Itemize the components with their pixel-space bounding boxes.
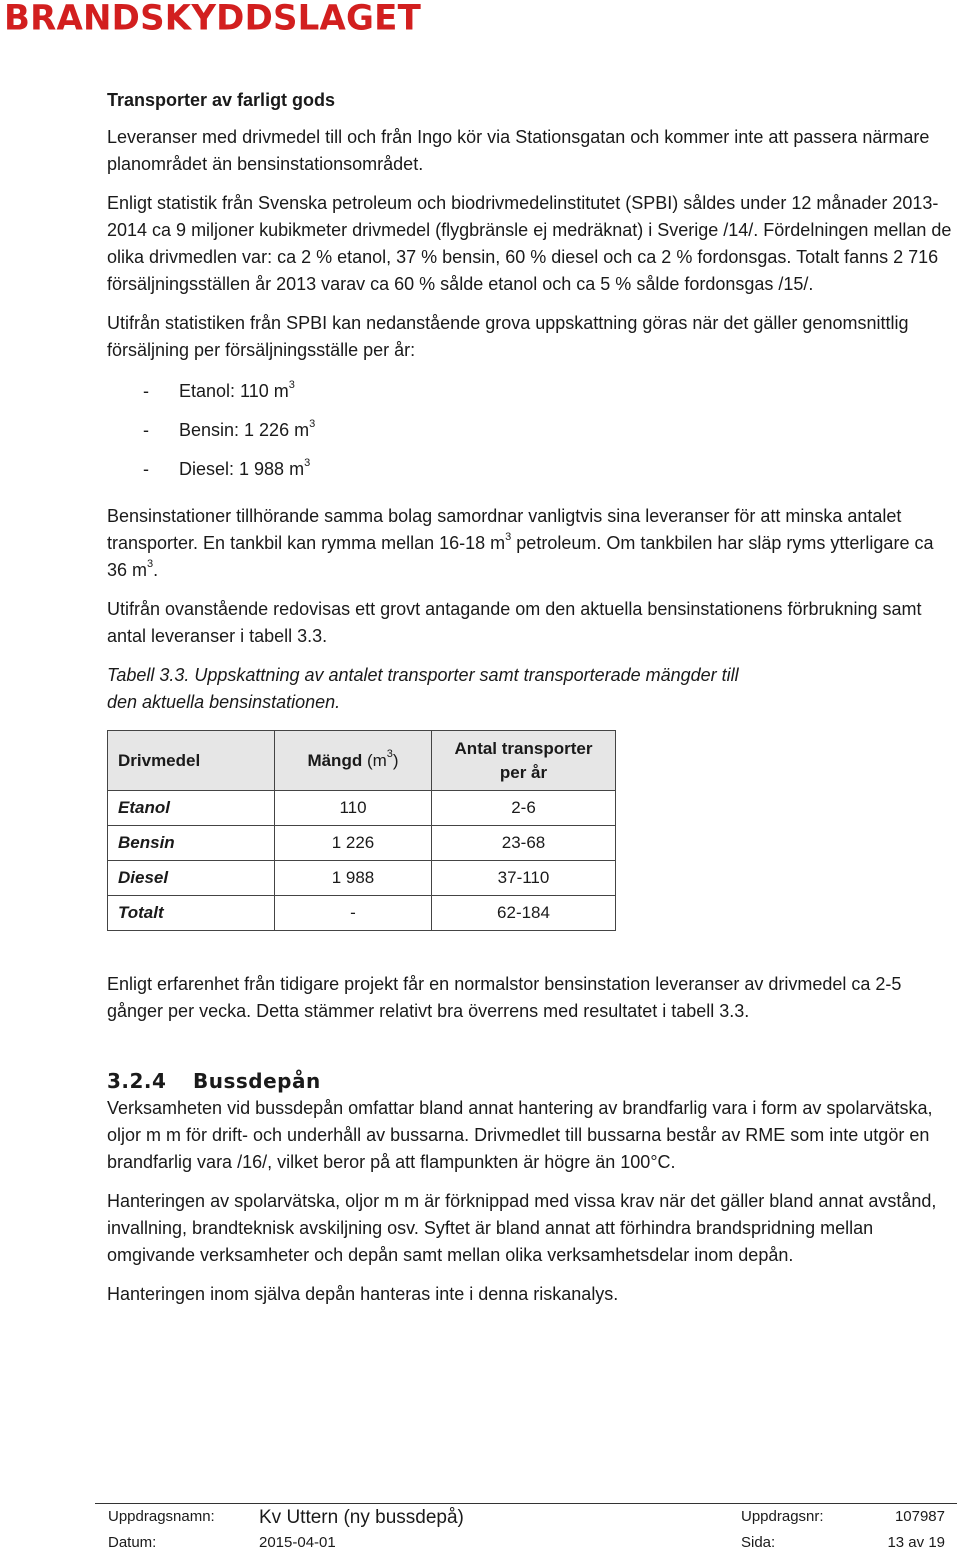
paragraph-statistics: Enligt statistik från Svenska petroleum och biodrivmedelinstitutet (SPBI) såldes under 12 månader 2013-2014 ca 9 miljoner kubikmeter drivmedel (flygbränsle ej medräknat) i Sverige /14/. Fördelningen mellan de olika drivmedlen var: ca 2 % etanol, 37 % bensin, 60 % diesel och ca 2 % fordonsgas. Totalt fanns 2 716 försäljningsställen år 2013 varav ca 60 % sålde etanol och ca 5 % sålde fordonsgas /15/. — [107, 193, 952, 294]
table-row — [108, 896, 616, 931]
superscript: 3 — [288, 379, 295, 391]
section-title: Bussdepån — [193, 1069, 321, 1093]
paragraph-tanker — [107, 503, 957, 584]
cell-amount: - — [275, 896, 432, 931]
cell-transports: 23-68 — [432, 826, 616, 861]
footer-project-label: Uppdragsnamn: — [108, 1508, 215, 1525]
text-run: Mängd — [307, 750, 367, 770]
table-header-row — [108, 731, 616, 791]
superscript: 3 — [147, 558, 154, 570]
text-run: . — [153, 560, 159, 580]
subsection-heading: Transporter av farligt gods — [107, 90, 336, 110]
cell-fuel: Diesel — [108, 861, 275, 896]
cell-transports: 62-184 — [432, 896, 616, 931]
page-footer — [95, 1503, 957, 1556]
footer-row-date — [95, 1530, 957, 1556]
superscript: 3 — [309, 418, 316, 430]
paragraph-deliveries: Leveranser med drivmedel till och från Ingo kör via Stationsgatan och kommer inte att passera närmare planområdet än bensinstationsområdet. — [107, 127, 930, 174]
list-item — [107, 415, 957, 454]
list-dash: - — [143, 381, 149, 401]
paragraph-depot-requirements: Hanteringen av spolarvätska, oljor m m är förknippad med vissa krav när det gäller bland annat avstånd, invallning, brandteknisk avskiljning osv. Syftet är bland annat att förhindra brandspridning mellan omgivande verksamheter och depån samt mellan olika verksamhetsdelar inom depån. — [107, 1191, 937, 1265]
cell-fuel: Bensin — [108, 826, 275, 861]
header-amount — [275, 731, 432, 791]
table-row — [108, 861, 616, 896]
list-item — [107, 376, 957, 415]
cell-amount: 1 988 — [275, 861, 432, 896]
text-run: ) — [392, 750, 399, 770]
footer-number-value: 107987 — [894, 1508, 945, 1525]
text-run: (m — [366, 750, 387, 770]
cell-transports: 2-6 — [432, 791, 616, 826]
list-dash: - — [143, 459, 149, 479]
list-dash: - — [143, 420, 149, 440]
paragraph-depot-operations: Verksamheten vid bussdepån omfattar bland annat hantering av brandfarlig vara i form av spolarvätska, oljor m m för drift- och underhåll av bussarna. Drivmedlet till bussarna består av RME som inte utgör en brandfarlig vara /16/, vilket beror på att flampunkten är högre än 100°C. — [107, 1098, 933, 1172]
list-item-text: Etanol: 110 m — [179, 381, 289, 401]
header-fuel: Drivmedel — [108, 731, 275, 791]
company-logo: BRANDSKYDDSLAGET — [4, 0, 421, 39]
footer-page-label: Sida: — [741, 1534, 776, 1551]
paragraph-assumption: Utifrån ovanstående redovisas ett grovt antagande om den aktuella bensinstationens förbrukning samt antal leveranser i tabell 3.3. — [107, 599, 922, 646]
paragraph-experience: Enligt erfarenhet från tidigare projekt får en normalstor bensinstation leveranser av drivmedel ca 2-5 gånger per vecka. Detta stämmer relativt bra överrens med resultatet i tabell 3.3. — [107, 974, 902, 1021]
footer-date-value: 2015-04-01 — [259, 1534, 336, 1551]
footer-number-label: Uppdragsnr: — [741, 1508, 824, 1525]
document-body — [107, 86, 957, 1320]
text-run: petroleum. Om tankbilen har släp ryms ytterligare ca 36 m — [107, 533, 934, 580]
table-caption: Tabell 3.3. Uppskattning av antalet transporter samt transporterade mängder till den aktuella bensinstationen. — [107, 665, 739, 712]
cell-fuel: Totalt — [108, 896, 275, 931]
paragraph-estimate-intro: Utifrån statistiken från SPBI kan nedanstående grova uppskattning göras när det gäller genomsnittlig försäljning per försäljningsställe per år: — [107, 313, 909, 360]
section-number: 3.2.4 — [107, 1069, 167, 1093]
volume-list — [107, 376, 957, 493]
list-item-text: Bensin: 1 226 m — [179, 420, 310, 440]
superscript: 3 — [505, 531, 512, 543]
list-item-text: Diesel: 1 988 m — [179, 459, 305, 479]
cell-fuel: Etanol — [108, 791, 275, 826]
superscript: 3 — [304, 457, 311, 469]
footer-row-project — [95, 1504, 957, 1530]
cell-amount: 110 — [275, 791, 432, 826]
text-run: Bensinstationer tillhörande samma bolag samordnar vanligtvis sina leveranser för att minska antalet transporter. En tankbil kan rymma mellan 16-18 m — [107, 506, 902, 553]
header-transports — [432, 731, 616, 791]
footer-date-label: Datum: — [108, 1534, 157, 1551]
footer-page-value: 13 av 19 — [887, 1534, 945, 1551]
cell-transports: 37-110 — [432, 861, 616, 896]
text-run: Antal transporter — [454, 738, 593, 758]
transport-table — [107, 730, 616, 931]
table-row — [108, 791, 616, 826]
text-run: per år — [499, 762, 548, 782]
table-row — [108, 826, 616, 861]
section-heading — [107, 1067, 957, 1095]
footer-project-value: Kv Uttern (ny bussdepå) — [259, 1507, 464, 1528]
cell-amount: 1 226 — [275, 826, 432, 861]
list-item — [107, 454, 957, 493]
paragraph-depot-scope: Hanteringen inom själva depån hanteras inte i denna riskanalys. — [107, 1284, 619, 1304]
superscript: 3 — [386, 747, 393, 760]
